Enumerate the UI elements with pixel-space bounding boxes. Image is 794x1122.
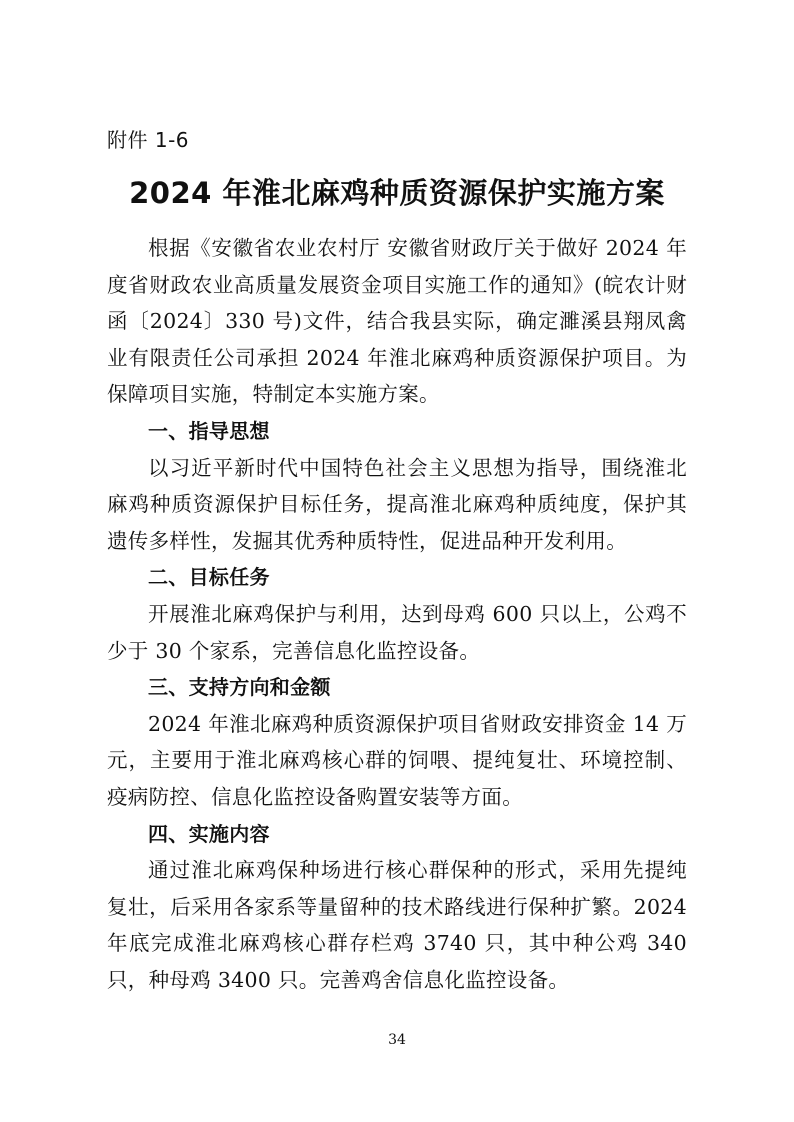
section-heading-guiding-ideology: 一、指导思想 bbox=[148, 418, 270, 443]
document-title: 2024 年淮北麻鸡种质资源保护实施方案 bbox=[129, 176, 665, 210]
section-text-implementation: 通过淮北麻鸡保种场进行核心群保种的形式，采用先提纯复壮，后采用各家系等量留种的技术路线进行保种扩繁。2024 年底完成淮北麻鸡核心群存栏鸡 3740 只，其中种公鸡 340 只，种母鸡 3400 只。完善鸡舍信息化监控设备。 bbox=[107, 858, 687, 992]
section-heading-implementation: 四、实施内容 bbox=[148, 821, 270, 846]
section-text-target-tasks: 开展淮北麻鸡保护与利用，达到母鸡 600 只以上，公鸡不少于 30 个家系，完善信息化监控设备。 bbox=[107, 601, 687, 663]
section-text-support-funding: 2024 年淮北麻鸡种质资源保护项目省财政安排资金 14 万元，主要用于淮北麻鸡核心群的饲喂、提纯复壮、环境控制、疫病防控、信息化监控设备购置安装等方面。 bbox=[107, 711, 687, 809]
page-number: 34 bbox=[388, 1032, 406, 1048]
intro-paragraph: 根据《安徽省农业农村厅 安徽省财政厅关于做好 2024 年度省财政农业高质量发展资金项目实施工作的通知》(皖农计财函〔2024〕330 号)文件，结合我县实际，确定濉溪县翔凤禽业有限责任公司承担 2024 年淮北麻鸡种质资源保护项目。为保障项目实施，特制定本实施方案。 bbox=[107, 236, 687, 407]
section-heading-support-funding: 三、支持方向和金额 bbox=[148, 675, 331, 700]
document-body bbox=[107, 230, 687, 998]
attachment-label: 附件 1-6 bbox=[107, 128, 190, 152]
section-heading-target-tasks: 二、目标任务 bbox=[148, 565, 270, 590]
section-text-guiding-ideology: 以习近平新时代中国特色社会主义思想为指导，围绕淮北麻鸡种质资源保护目标任务，提高淮北麻鸡种质纯度，保护其遗传多样性，发掘其优秀种质特性，促进品种开发利用。 bbox=[107, 455, 687, 553]
